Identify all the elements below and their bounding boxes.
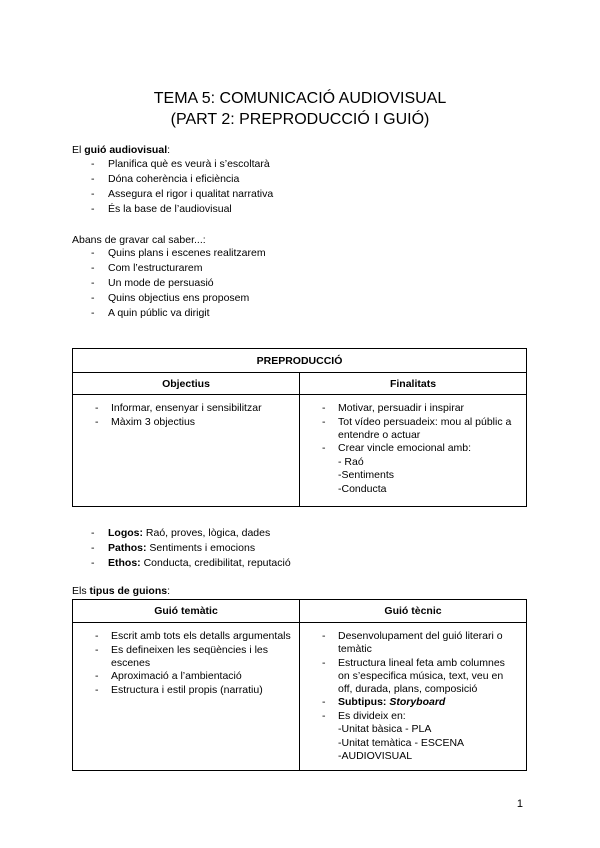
list-item: - Aproximació a l’ambientació [81,670,291,683]
guio-tecnic-cell [300,623,527,771]
list-subitem: - Raó [338,455,364,468]
list-subitem: -Sentiments [338,469,395,481]
list-item [72,526,291,541]
guions-table [72,599,527,771]
objectius-header: Objectius [73,373,300,395]
page-number: 1 [516,798,523,810]
finalitats-cell [300,395,527,507]
subtipus-label: Subtipus: [338,696,387,708]
title-line-1: TEMA 5: COMUNICACIÓ AUDIOVISUAL [153,90,447,107]
finalitats-header: Finalitats [300,373,527,395]
pathos-term: Pathos: [108,542,147,554]
persuasion-list [72,526,291,571]
list-item: - Crear vincle emocional amb: [308,442,518,455]
list-item: - Es defineixen les seqüències i les escenes [81,644,291,670]
list-subitem: -Conducta [338,482,387,495]
pathos-desc: Sentiments i emocions [146,542,256,554]
logos-desc: Raó, proves, lògica, dades [143,527,271,539]
tipus-intro-bold: tipus de guions [89,585,168,597]
guio-list [72,157,273,217]
guio-tecnic-header: Guió tècnic [300,600,527,623]
list-item [72,556,291,571]
list-item [72,541,291,556]
list-item: - Estructura i estil propis (narratiu) [81,684,291,697]
guio-intro-bold: guió audiovisual [84,144,168,156]
logos-term: Logos: [108,527,143,539]
list-item: - A quin públic va dirigit [72,306,266,321]
tipus-intro-suffix: : [167,585,171,597]
guio-tematic-header: Guió temàtic [73,600,300,623]
list-item: - És la base de l’audiovisual [72,202,273,217]
guio-intro-suffix: : [167,144,171,156]
guio-intro-prefix: El [72,144,85,156]
subtipus-value: Storyboard [389,696,446,708]
list-item: - Quins plans i escenes realitzarem [72,246,266,261]
list-item: - Motivar, persuadir i inspirar [308,402,518,415]
guio-tematic-cell [73,623,300,771]
list-item: - Es divideix en: [308,710,518,723]
abans-list [72,246,266,321]
list-item [308,696,518,709]
list-item: - Informar, ensenyar i sensibilitzar [81,402,291,415]
list-item: - Quins objectius ens proposem [72,291,266,306]
list-item: - Escrit amb tots els detalls argumentals [81,630,291,643]
preproduccio-table [72,348,527,507]
tipus-intro [72,584,170,598]
list-item: - Com l’estructurarem [72,261,266,276]
tipus-intro-prefix: Els [72,585,90,597]
list-item: - Estructura lineal feta amb columnes on s’especifica música, text, veu en off, durada, plans, composició [308,657,518,696]
ethos-desc: Conducta, credibilitat, reputació [140,557,291,569]
list-subitem: -AUDIOVISUAL [338,750,413,762]
list-item: - Planifica què es veurà i s’escoltarà [72,157,273,172]
guio-intro [72,143,170,157]
list-subitem: -Unitat bàsica - PLA [338,723,432,735]
list-item: - Màxim 3 objectius [81,416,291,429]
list-subitem: -Unitat temàtica - ESCENA [338,736,465,749]
title-line-2: (PART 2: PREPRODUCCIÓ I GUIÓ) [170,111,430,128]
list-item: - Desenvolupament del guió literari o temàtic [308,630,518,656]
objectius-cell [73,395,300,507]
list-item: - Assegura el rigor i qualitat narrativa [72,187,273,202]
list-item: - Dóna coherència i eficiència [72,172,273,187]
page-title [0,88,600,130]
abans-intro: Abans de gravar cal saber...: [72,234,206,246]
ethos-term: Ethos: [108,557,141,569]
preproduccio-title: PREPRODUCCIÓ [73,349,527,373]
list-item: - Tot vídeo persuadeix: mou al públic a entendre o actuar [308,416,518,442]
list-item: - Un mode de persuasió [72,276,266,291]
